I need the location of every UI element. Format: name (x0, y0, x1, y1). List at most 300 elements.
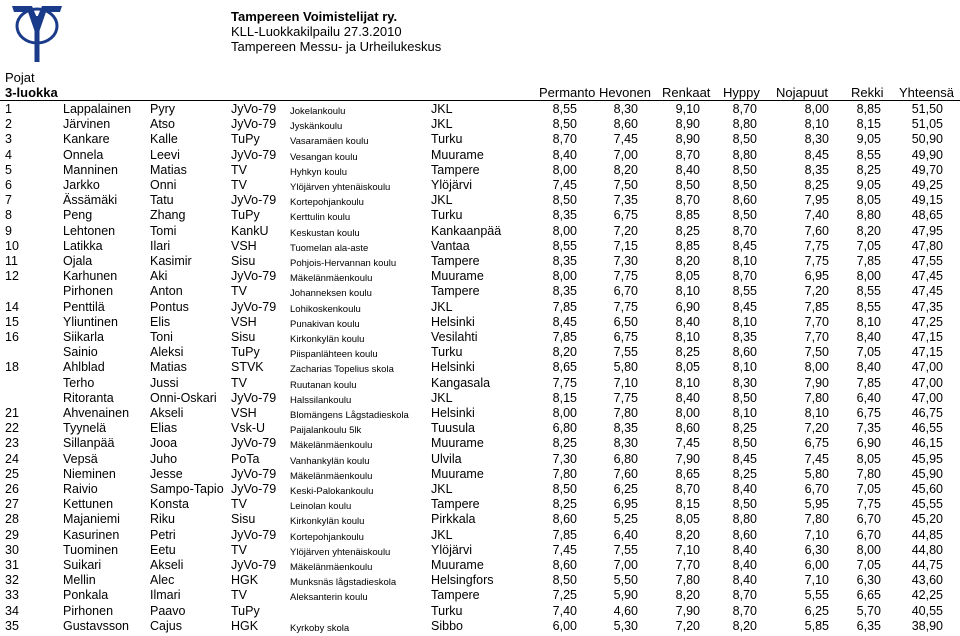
score-rekki-cell: 8,00 (856, 269, 881, 284)
score-hyppy-cell: 8,25 (732, 466, 757, 481)
school-cell: Kirkonkylän koulu (290, 334, 365, 345)
score-renkaat-cell: 8,90 (675, 132, 700, 147)
city-cell: Muurame (431, 558, 484, 572)
score-hyppy-cell: 8,10 (732, 314, 757, 329)
club-cell: JyVo-79 (231, 558, 277, 572)
last-name-cell: Onnela (63, 147, 104, 162)
group-label: Pojat (5, 70, 35, 85)
score-renkaat-cell: 8,40 (675, 390, 700, 405)
score-hyppy-cell: 8,45 (732, 238, 757, 253)
table-row (0, 131, 960, 146)
score-renkaat-cell: 8,40 (675, 162, 700, 177)
score-renkaat-cell: 8,70 (675, 147, 700, 162)
school-cell: Hyhkyn koulu (290, 166, 348, 178)
club-cell: TV (231, 542, 247, 557)
score-hevonen-cell: 7,55 (613, 345, 638, 360)
last-name-cell: Ässämäki (63, 193, 118, 208)
rank-cell: 16 (5, 330, 19, 344)
score-rekki-cell: 7,85 (856, 254, 881, 268)
score-rekki-cell: 6,40 (856, 390, 881, 405)
score-rekki-cell: 5,70 (856, 603, 881, 618)
score-nojapuut-cell: 7,85 (804, 299, 829, 314)
school-cell: Blomängens Lågstadieskola (290, 410, 409, 421)
first-name-cell: Onni (150, 178, 177, 192)
score-hevonen-cell: 7,75 (613, 299, 638, 314)
first-name-cell: Eetu (150, 542, 176, 557)
rank-cell: 25 (5, 466, 19, 481)
score-nojapuut-cell: 7,45 (804, 451, 829, 466)
first-name-cell: Tatu (150, 193, 174, 208)
club-cell: JyVo-79 (231, 147, 277, 162)
score-nojapuut-cell: 7,20 (804, 421, 829, 436)
first-name-cell: Riku (150, 512, 176, 527)
city-cell: Tampere (431, 162, 480, 177)
school-cell: Pohjois-Hervannan koulu (290, 258, 397, 269)
rank-cell: 30 (5, 542, 19, 557)
rank-cell: 7 (5, 193, 12, 208)
score-rekki-cell: 8,80 (856, 208, 881, 223)
table-row (0, 314, 960, 329)
score-hevonen-cell: 7,30 (613, 254, 638, 268)
first-name-cell: Leevi (150, 147, 180, 162)
table-row (0, 344, 960, 359)
score-renkaat-cell: 8,85 (675, 208, 700, 223)
club-logo (8, 4, 66, 66)
rank-cell: 23 (5, 436, 19, 451)
school-cell: Tuomelan ala-aste (290, 242, 369, 254)
score-hyppy-cell: 8,80 (732, 512, 757, 527)
last-name-cell: Kettunen (63, 497, 114, 512)
score-hevonen-cell: 6,75 (613, 330, 638, 344)
score-hyppy-cell: 8,70 (732, 603, 757, 618)
city-cell: Muurame (431, 436, 484, 451)
score-permanto-cell: 7,85 (552, 527, 577, 542)
score-rekki-cell: 7,05 (856, 238, 881, 253)
score-nojapuut-cell: 8,25 (804, 178, 829, 192)
score-hevonen-cell: 5,25 (613, 512, 638, 527)
club-cell: JyVo-79 (231, 436, 277, 451)
score-total-cell: 44,75 (911, 558, 943, 572)
score-nojapuut-cell: 8,45 (804, 147, 829, 162)
table-row (0, 253, 960, 268)
club-cell: JyVo-79 (231, 117, 277, 132)
score-renkaat-cell: 8,10 (675, 284, 700, 299)
last-name-cell: Raivio (63, 482, 98, 496)
score-rekki-cell: 8,15 (856, 117, 881, 132)
score-permanto-cell: 8,35 (552, 208, 577, 223)
table-row (0, 359, 960, 374)
first-name-cell: Ilari (150, 238, 171, 253)
city-cell: Turku (431, 132, 463, 147)
score-permanto-cell: 8,35 (552, 284, 577, 299)
score-total-cell: 47,45 (911, 284, 943, 299)
score-hevonen-cell: 7,60 (613, 466, 638, 481)
score-renkaat-cell: 7,20 (675, 618, 700, 633)
col-header-hevonen: Hevonen (599, 85, 652, 100)
score-total-cell: 44,80 (911, 542, 943, 557)
score-nojapuut-cell: 7,10 (804, 573, 829, 588)
score-permanto-cell: 7,85 (552, 299, 577, 314)
score-hyppy-cell: 8,70 (732, 588, 757, 603)
score-hyppy-cell: 8,50 (732, 208, 757, 223)
first-name-cell: Zhang (150, 208, 186, 223)
last-name-cell: Manninen (63, 162, 118, 177)
score-permanto-cell: 8,25 (552, 497, 577, 512)
school-cell: Piispanlähteen koulu (290, 349, 378, 361)
school-cell: Mäkelänmäenkoulu (290, 440, 373, 452)
school-cell: Vanhankylän koulu (290, 455, 370, 467)
score-renkaat-cell: 8,05 (675, 360, 700, 375)
first-name-cell: Juho (150, 451, 178, 466)
score-hevonen-cell: 6,50 (613, 314, 638, 329)
first-name-cell: Alec (150, 573, 175, 588)
city-cell: JKL (431, 390, 453, 405)
city-cell: Helsinki (431, 314, 475, 329)
score-hyppy-cell: 8,10 (732, 254, 757, 268)
city-cell: Tampere (431, 497, 480, 512)
score-nojapuut-cell: 7,60 (804, 223, 829, 238)
city-cell: Helsingfors (431, 573, 494, 588)
table-row (0, 147, 960, 162)
score-rekki-cell: 8,05 (856, 451, 881, 466)
event-header (231, 10, 441, 54)
score-total-cell: 47,00 (911, 390, 943, 405)
school-cell: Lohikoskenkoulu (290, 303, 361, 315)
first-name-cell: Jussi (150, 375, 179, 390)
club-cell: STVK (231, 360, 264, 375)
score-nojapuut-cell: 7,75 (804, 254, 829, 268)
score-hevonen-cell: 7,50 (613, 178, 638, 192)
club-cell: PoTa (231, 451, 260, 466)
rank-cell: 24 (5, 451, 19, 466)
rank-cell: 9 (5, 223, 12, 238)
table-row (0, 192, 960, 207)
rank-cell: 2 (5, 117, 12, 132)
score-permanto-cell: 8,15 (552, 390, 577, 405)
score-hyppy-cell: 8,40 (732, 542, 757, 557)
rank-cell: 32 (5, 573, 19, 588)
table-row (0, 572, 960, 587)
score-hevonen-cell: 5,50 (613, 573, 638, 588)
score-hevonen-cell: 7,35 (613, 193, 638, 208)
score-hyppy-cell: 8,50 (732, 436, 757, 451)
score-renkaat-cell: 9,10 (675, 102, 700, 116)
score-permanto-cell: 8,60 (552, 512, 577, 527)
last-name-cell: Tuominen (63, 542, 119, 557)
score-permanto-cell: 8,00 (552, 406, 577, 420)
score-renkaat-cell: 8,70 (675, 482, 700, 496)
city-cell: Helsinki (431, 360, 475, 375)
rank-cell: 18 (5, 360, 19, 375)
rank-cell: 15 (5, 314, 19, 329)
score-permanto-cell: 8,60 (552, 558, 577, 572)
city-cell: Ulvila (431, 451, 462, 466)
score-rekki-cell: 9,05 (856, 132, 881, 147)
club-cell: JyVo-79 (231, 193, 277, 208)
rank-cell: 5 (5, 162, 12, 177)
club-cell: HGK (231, 618, 259, 633)
score-renkaat-cell: 8,20 (675, 527, 700, 542)
city-cell: JKL (431, 527, 453, 542)
score-rekki-cell: 9,05 (856, 178, 881, 192)
score-nojapuut-cell: 8,35 (804, 162, 829, 177)
score-rekki-cell: 8,55 (856, 284, 881, 299)
city-cell: Pirkkala (431, 512, 476, 527)
city-cell: Ylöjärvi (431, 178, 472, 192)
city-cell: Tampere (431, 284, 480, 299)
last-name-cell: Jarkko (63, 178, 100, 192)
score-hyppy-cell: 8,70 (732, 269, 757, 284)
score-permanto-cell: 8,50 (552, 193, 577, 208)
score-hevonen-cell: 6,25 (613, 482, 638, 496)
school-cell: Vesangan koulu (290, 151, 358, 163)
club-cell: KankU (231, 223, 269, 238)
last-name-cell: Kasurinen (63, 527, 120, 542)
score-hevonen-cell: 6,70 (613, 284, 638, 299)
rank-cell: 8 (5, 208, 12, 223)
club-cell: TV (231, 497, 247, 512)
last-name-cell: Ahlblad (63, 360, 105, 375)
rank-cell: 35 (5, 618, 19, 633)
city-cell: Turku (431, 208, 463, 223)
last-name-cell: Ahvenainen (63, 406, 130, 420)
score-rekki-cell: 8,05 (856, 193, 881, 208)
score-nojapuut-cell: 6,00 (804, 558, 829, 572)
score-permanto-cell: 8,50 (552, 117, 577, 132)
rank-cell: 3 (5, 132, 12, 147)
city-cell: Turku (431, 603, 463, 618)
first-name-cell: Toni (150, 330, 173, 344)
col-header-permanto: Permanto (539, 85, 596, 100)
score-renkaat-cell: 8,25 (675, 223, 700, 238)
score-renkaat-cell: 7,90 (675, 451, 700, 466)
score-renkaat-cell: 8,10 (675, 330, 700, 344)
score-hevonen-cell: 7,20 (613, 223, 638, 238)
score-nojapuut-cell: 7,70 (804, 314, 829, 329)
score-hevonen-cell: 5,80 (613, 360, 638, 375)
score-permanto-cell: 8,45 (552, 314, 577, 329)
score-permanto-cell: 8,00 (552, 223, 577, 238)
score-total-cell: 46,55 (911, 421, 943, 436)
table-row (0, 238, 960, 253)
class-label: 3-luokka (5, 85, 58, 100)
first-name-cell: Elias (150, 421, 178, 436)
score-renkaat-cell: 7,80 (675, 573, 700, 588)
first-name-cell: Konsta (150, 497, 189, 512)
score-renkaat-cell: 8,15 (675, 497, 700, 512)
table-row (0, 177, 960, 192)
rank-cell: 21 (5, 406, 19, 420)
club-cell: Sisu (231, 254, 256, 268)
rank-cell: 22 (5, 421, 19, 436)
last-name-cell: Sillanpää (63, 436, 115, 451)
score-total-cell: 38,90 (911, 618, 943, 633)
school-cell: Johanneksen koulu (290, 288, 372, 300)
last-name-cell: Lehtonen (63, 223, 116, 238)
score-total-cell: 48,65 (911, 208, 943, 223)
table-row (0, 375, 960, 390)
rank-cell: 34 (5, 603, 19, 618)
club-cell: JyVo-79 (231, 269, 277, 284)
club-cell: TuPy (231, 345, 260, 360)
table-row (0, 299, 960, 314)
score-hyppy-cell: 8,50 (732, 178, 757, 192)
score-total-cell: 45,55 (911, 497, 943, 512)
score-total-cell: 51,05 (911, 117, 943, 132)
city-cell: JKL (431, 117, 453, 132)
city-cell: JKL (431, 193, 453, 208)
school-cell: Jokelankoulu (290, 106, 346, 117)
event-title: KLL-Luokkakilpailu 27.3.2010 (231, 23, 402, 39)
score-hyppy-cell: 8,60 (732, 193, 757, 208)
score-rekki-cell: 8,40 (856, 360, 881, 375)
score-nojapuut-cell: 7,80 (804, 512, 829, 527)
score-nojapuut-cell: 5,55 (804, 588, 829, 603)
col-header-hyppy: Hyppy (723, 85, 760, 100)
first-name-cell: Akseli (150, 558, 184, 572)
score-rekki-cell: 6,65 (856, 588, 881, 603)
col-header-renkaat: Renkaat (662, 85, 711, 100)
score-hyppy-cell: 8,40 (732, 482, 757, 496)
score-hevonen-cell: 7,55 (613, 542, 638, 557)
score-hevonen-cell: 7,80 (613, 406, 638, 420)
first-name-cell: Atso (150, 117, 176, 132)
school-cell: Leinolan koulu (290, 501, 352, 513)
last-name-cell: Siikarla (63, 330, 104, 344)
club-cell: TV (231, 375, 247, 390)
score-hevonen-cell: 8,20 (613, 162, 638, 177)
score-hyppy-cell: 8,20 (732, 618, 757, 633)
club-cell: JyVo-79 (231, 390, 277, 405)
score-permanto-cell: 8,00 (552, 162, 577, 177)
school-cell: Kyrkoby skola (290, 622, 350, 634)
score-rekki-cell: 8,00 (856, 542, 881, 557)
event-venue: Tampereen Messu- ja Urheilukeskus (231, 38, 442, 54)
score-rekki-cell: 6,70 (856, 512, 881, 527)
school-cell: Paijalankoulu 5lk (290, 425, 362, 437)
score-nojapuut-cell: 8,10 (804, 117, 829, 132)
table-row (0, 207, 960, 222)
city-cell: Tuusula (431, 421, 476, 436)
school-cell: Mäkelänmäenkoulu (290, 562, 373, 573)
city-cell: Vesilahti (431, 330, 478, 344)
score-nojapuut-cell: 8,10 (804, 406, 829, 420)
school-cell: Aleksanterin koulu (290, 592, 368, 604)
club-cell: Sisu (231, 512, 256, 527)
score-nojapuut-cell: 6,70 (804, 482, 829, 496)
score-rekki-cell: 8,85 (856, 102, 881, 116)
first-name-cell: Petri (150, 527, 176, 542)
score-hyppy-cell: 8,50 (732, 132, 757, 147)
score-permanto-cell: 8,70 (552, 132, 577, 147)
score-nojapuut-cell: 7,40 (804, 208, 829, 223)
score-hevonen-cell: 7,10 (613, 375, 638, 390)
table-row (0, 162, 960, 177)
score-renkaat-cell: 8,20 (675, 254, 700, 268)
score-total-cell: 42,25 (911, 588, 943, 603)
score-nojapuut-cell: 5,80 (804, 466, 829, 481)
score-rekki-cell: 8,20 (856, 223, 881, 238)
score-hevonen-cell: 4,60 (613, 603, 638, 618)
school-cell: Ylöjärven yhtenäiskoulu (290, 546, 391, 558)
first-name-cell: Aleksi (150, 345, 184, 360)
city-cell: JKL (431, 299, 453, 314)
table-row (0, 116, 960, 131)
score-rekki-cell: 7,05 (856, 482, 881, 496)
first-name-cell: Elis (150, 314, 171, 329)
score-nojapuut-cell: 8,00 (804, 102, 829, 116)
rank-cell: 29 (5, 527, 19, 542)
last-name-cell: Ojala (63, 254, 93, 268)
score-hyppy-cell: 8,10 (732, 360, 757, 375)
score-total-cell: 40,55 (911, 603, 943, 618)
last-name-cell: Mellin (63, 573, 96, 588)
score-renkaat-cell: 8,10 (675, 375, 700, 390)
rank-cell: 10 (5, 238, 19, 253)
last-name-cell: Majaniemi (63, 512, 120, 527)
score-rekki-cell: 7,75 (856, 497, 881, 512)
score-hevonen-cell: 6,75 (613, 208, 638, 223)
club-cell: JyVo-79 (231, 299, 277, 314)
score-renkaat-cell: 8,40 (675, 314, 700, 329)
score-nojapuut-cell: 8,00 (804, 360, 829, 375)
score-hevonen-cell: 7,00 (613, 147, 638, 162)
score-hyppy-cell: 8,55 (732, 284, 757, 299)
school-cell: Mäkelänmäenkoulu (290, 470, 373, 482)
score-hevonen-cell: 7,75 (613, 269, 638, 284)
table-row (0, 451, 960, 466)
score-renkaat-cell: 8,90 (675, 117, 700, 132)
school-cell: Ruutanan koulu (290, 379, 357, 391)
score-renkaat-cell: 8,05 (675, 512, 700, 527)
city-cell: Kankaanpää (431, 223, 502, 238)
rank-cell: 4 (5, 147, 12, 162)
score-renkaat-cell: 8,00 (675, 406, 700, 420)
score-rekki-cell: 7,05 (856, 345, 881, 360)
score-nojapuut-cell: 7,75 (804, 238, 829, 253)
score-rekki-cell: 7,35 (856, 421, 881, 436)
school-cell: Vasaramäen koulu (290, 136, 369, 148)
score-permanto-cell: 8,40 (552, 147, 577, 162)
table-row (0, 481, 960, 496)
club-cell: JyVo-79 (231, 527, 277, 542)
first-name-cell: Akseli (150, 406, 184, 420)
score-total-cell: 47,00 (911, 360, 943, 375)
score-renkaat-cell: 6,90 (675, 299, 700, 314)
score-permanto-cell: 7,80 (552, 466, 577, 481)
score-hevonen-cell: 5,90 (613, 588, 638, 603)
score-renkaat-cell: 8,25 (675, 345, 700, 360)
score-hevonen-cell: 7,15 (613, 238, 638, 253)
rank-cell: 12 (5, 269, 19, 284)
score-hevonen-cell: 7,00 (613, 558, 638, 572)
last-name-cell: Yliuntinen (63, 314, 118, 329)
first-name-cell: Ilmari (150, 588, 181, 603)
score-hyppy-cell: 8,60 (732, 527, 757, 542)
table-row (0, 557, 960, 572)
score-hyppy-cell: 8,10 (732, 406, 757, 420)
score-renkaat-cell: 8,20 (675, 588, 700, 603)
first-name-cell: Tomi (150, 223, 177, 238)
table-row (0, 466, 960, 481)
first-name-cell: Aki (150, 269, 168, 284)
club-cell: VSH (231, 238, 257, 253)
score-hevonen-cell: 8,30 (613, 436, 638, 451)
score-rekki-cell: 8,25 (856, 162, 881, 177)
score-hevonen-cell: 6,95 (613, 497, 638, 512)
score-total-cell: 49,70 (911, 162, 943, 177)
last-name-cell: Lappalainen (63, 102, 132, 116)
